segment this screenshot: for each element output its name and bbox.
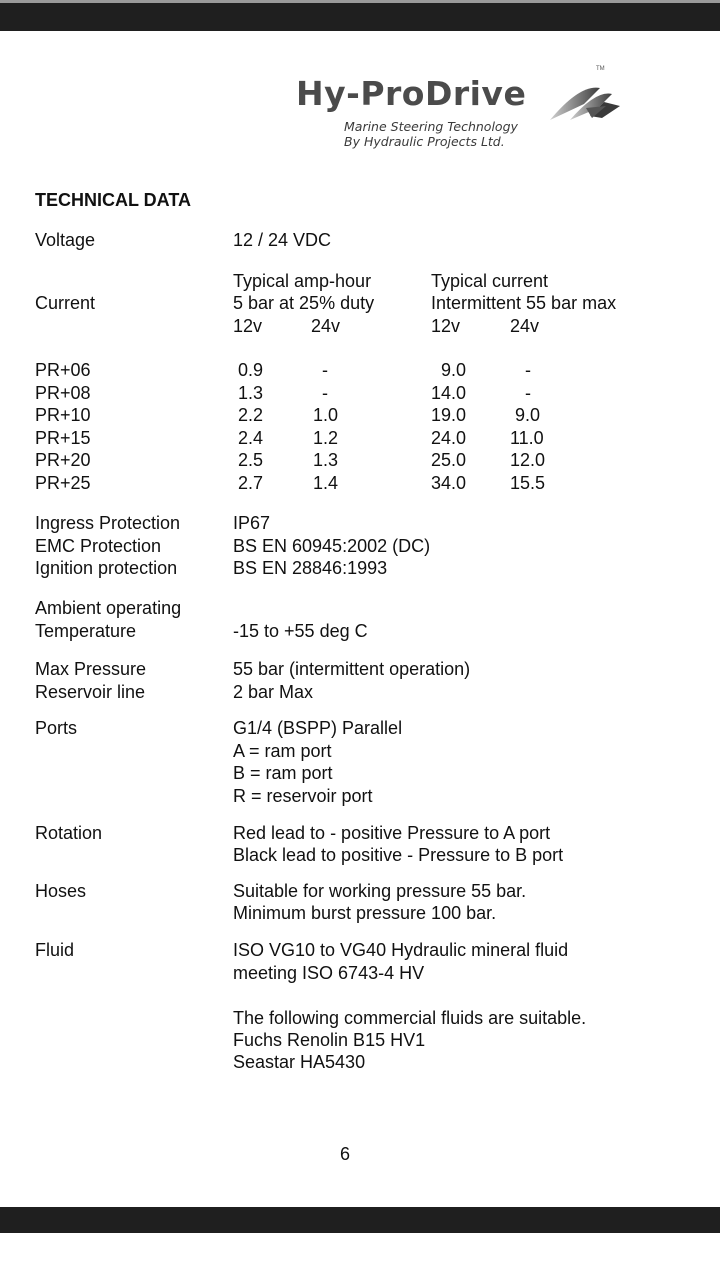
temperature-label: Temperature bbox=[35, 621, 137, 641]
amp-hour-12v: 2.2 bbox=[238, 405, 264, 425]
amp-hour-header: Typical amp-hour bbox=[233, 271, 372, 291]
section-heading: TECHNICAL DATA bbox=[35, 190, 191, 210]
fluid-note-line: The following commercial fluids are suitable. bbox=[233, 1008, 587, 1028]
ports-line: B = ram port bbox=[233, 763, 333, 783]
current-24v: 11.0 bbox=[510, 428, 544, 448]
amp-hour-24v: 1.4 bbox=[313, 473, 339, 493]
ignition-protection-value: BS EN 28846:1993 bbox=[233, 558, 388, 578]
max-pressure-label: Max Pressure bbox=[35, 659, 147, 679]
rotation-line: Black lead to positive - Pressure to B port bbox=[233, 845, 564, 865]
current-24v: 15.5 bbox=[510, 473, 546, 493]
amp-hour-12v: 1.3 bbox=[238, 383, 264, 403]
temperature-value: -15 to +55 deg C bbox=[233, 621, 368, 641]
voltage-col-12v: 12v bbox=[431, 316, 461, 336]
ports-label: Ports bbox=[35, 718, 78, 738]
logo-subtitle: Marine Steering Technology bbox=[344, 119, 518, 134]
current-label: Current bbox=[35, 293, 96, 313]
voltage-value: 12 / 24 VDC bbox=[233, 230, 332, 250]
amp-hour-12v: 2.7 bbox=[238, 473, 264, 493]
voltage-label: Voltage bbox=[35, 230, 96, 250]
ports-line: A = ram port bbox=[233, 741, 332, 761]
fluid-note-line: Seastar HA5430 bbox=[233, 1052, 366, 1072]
amp-hour-subheader: 5 bar at 25% duty bbox=[233, 293, 375, 313]
logo-title: Hy-ProDrive bbox=[296, 74, 527, 113]
model-name: PR+10 bbox=[35, 405, 91, 425]
amp-hour-24v: 1.3 bbox=[313, 450, 339, 470]
fluid-line: meeting ISO 6743-4 HV bbox=[233, 963, 425, 983]
logo-subtitle-company: By Hydraulic Projects Ltd. bbox=[344, 134, 505, 149]
amp-hour-24v: 1.2 bbox=[313, 428, 339, 448]
rotation-line: Red lead to - positive Pressure to A port bbox=[233, 823, 551, 843]
ports-line: R = reservoir port bbox=[233, 786, 373, 806]
voltage-col-24v: 24v bbox=[510, 316, 540, 336]
model-name: PR+20 bbox=[35, 450, 91, 470]
amp-hour-12v: 2.5 bbox=[238, 450, 264, 470]
max-pressure-value: 55 bar (intermittent operation) bbox=[233, 659, 471, 679]
current-header: Typical current bbox=[431, 271, 549, 291]
ingress-protection-label: Ingress Protection bbox=[35, 513, 181, 533]
current-12v: 14.0 bbox=[431, 383, 467, 403]
ambient-label: Ambient operating bbox=[35, 598, 182, 618]
page-number: 6 bbox=[340, 1144, 351, 1164]
hoses-line: Minimum burst pressure 100 bar. bbox=[233, 903, 497, 923]
hoses-line: Suitable for working pressure 55 bar. bbox=[233, 881, 527, 901]
current-12v: 24.0 bbox=[431, 428, 467, 448]
fluid-label: Fluid bbox=[35, 940, 75, 960]
rotation-label: Rotation bbox=[35, 823, 103, 843]
bottom-dark-bar bbox=[0, 1207, 720, 1233]
ingress-protection-value: IP67 bbox=[233, 513, 271, 533]
fluid-note-line: Fuchs Renolin B15 HV1 bbox=[233, 1030, 426, 1050]
amp-hour-24v: - bbox=[322, 383, 328, 403]
current-24v: 12.0 bbox=[510, 450, 546, 470]
hoses-label: Hoses bbox=[35, 881, 87, 901]
current-24v: - bbox=[525, 383, 531, 403]
current-24v: 9.0 bbox=[515, 405, 541, 425]
model-name: PR+15 bbox=[35, 428, 91, 448]
ports-line: G1/4 (BSPP) Parallel bbox=[233, 718, 403, 738]
current-12v: 19.0 bbox=[431, 405, 467, 425]
voltage-col-12v: 12v bbox=[233, 316, 263, 336]
trademark-mark: TM bbox=[596, 66, 605, 72]
amp-hour-12v: 2.4 bbox=[238, 428, 264, 448]
reservoir-line-label: Reservoir line bbox=[35, 682, 146, 702]
reservoir-line-value: 2 bar Max bbox=[233, 682, 314, 702]
emc-protection-value: BS EN 60945:2002 (DC) bbox=[233, 536, 431, 556]
fluid-line: ISO VG10 to VG40 Hydraulic mineral fluid bbox=[233, 940, 569, 960]
model-name: PR+06 bbox=[35, 360, 91, 380]
model-name: PR+25 bbox=[35, 473, 91, 493]
top-dark-bar bbox=[0, 0, 720, 31]
current-12v: 9.0 bbox=[441, 360, 467, 380]
swoosh-chevrons-icon bbox=[540, 76, 624, 126]
emc-protection-label: EMC Protection bbox=[35, 536, 162, 556]
current-12v: 34.0 bbox=[431, 473, 467, 493]
amp-hour-24v: 1.0 bbox=[313, 405, 339, 425]
current-24v: - bbox=[525, 360, 531, 380]
brand-logo bbox=[296, 66, 626, 182]
amp-hour-24v: - bbox=[322, 360, 328, 380]
model-name: PR+08 bbox=[35, 383, 91, 403]
current-subheader: Intermittent 55 bar max bbox=[431, 293, 617, 313]
current-12v: 25.0 bbox=[431, 450, 467, 470]
voltage-col-24v: 24v bbox=[311, 316, 341, 336]
ignition-protection-label: Ignition protection bbox=[35, 558, 178, 578]
amp-hour-12v: 0.9 bbox=[238, 360, 264, 380]
